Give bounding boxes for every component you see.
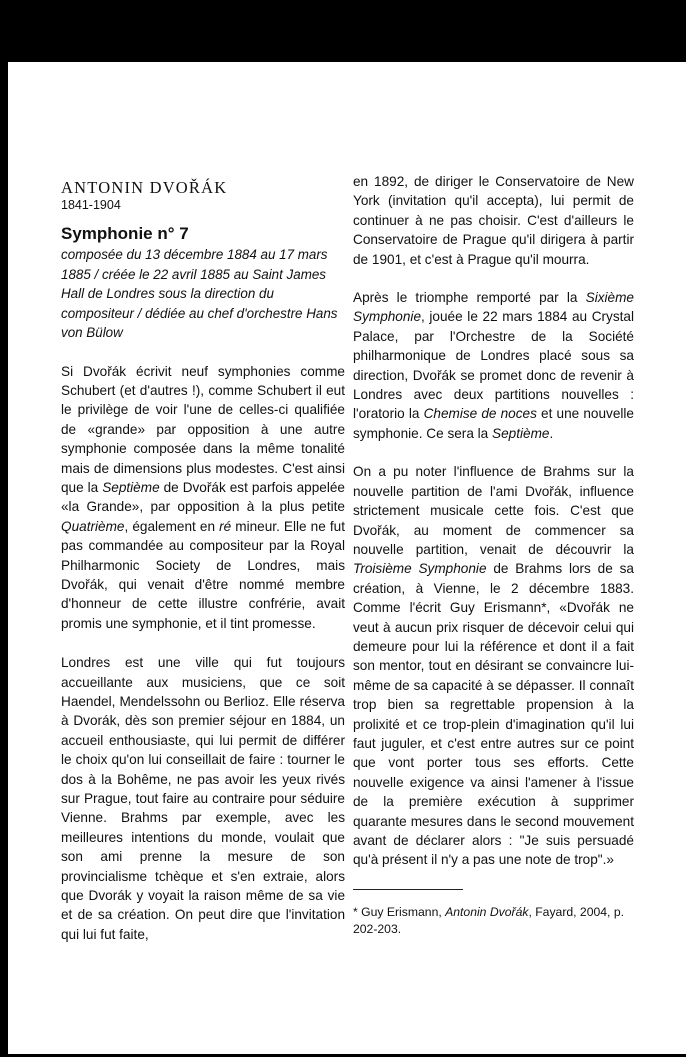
- composer-dates: 1841-1904: [61, 198, 121, 212]
- left-paragraph-2: Londres est une ville qui fut toujours accueillante aux musiciens, que ce soit Haendel, Mendelssohn ou Berlioz. Elle réserva à Dvorák, dès son premier séjour en 1884, un accueil enthousiaste, qui lui permit de différer le choix qu'on lui conseillait de faire : tourner le dos à la Bohême, ne pas avoir les yeux rivés sur Prague, tout faire au contraire pour séduire Vienne. Brahms par exemple, avec les meilleures intentions du monde, voulait que son ami prenne la mesure de son provincialisme tchèque et s'en extraie, alors que Dvorák y voyait la raison même de sa vie et de sa création. On peut dire que l'invitation qui lui fut faite,: [61, 655, 345, 942]
- italic-text-run: Quatrième: [61, 518, 125, 534]
- text-run: Après le triomphe remporté par la: [353, 290, 586, 306]
- text-run: * Guy Erismann,: [353, 904, 446, 919]
- italic-text-run: Chemise de noces: [423, 406, 537, 422]
- left-paragraph-1: [61, 362, 345, 634]
- footnote: [353, 904, 634, 938]
- text-run: On a pu noter l'influence de Brahms sur la nouvelle partition de l'ami Dvořák, influence strictement musicale cette fois. C'est que Dvořák, au moment de commencer sa nouvelle partition, venait de découvrir la: [353, 464, 634, 557]
- right-paragraph-2: [353, 288, 634, 443]
- italic-text-run: ré: [219, 518, 232, 534]
- right-paragraph-1: en 1892, de diriger le Conservatoire de New York (invitation qu'il accepta), lui permit de continuer à ne pas choisir. C'est d'ailleurs le Conservatoire de Prague qu'il dirigera à partir de 1901, et c'est à Prague qu'il mourra.: [353, 174, 634, 267]
- work-notes: composée du 13 décembre 1884 au 17 mars 1885 / créée le 22 avril 1885 au Saint James Hall de Londres sous la direction du compositeur / dédiée au chef d'orchestre Hans von Bülow: [61, 247, 338, 340]
- italic-text-run: Septième: [102, 479, 160, 495]
- footnote-divider: [353, 889, 463, 890]
- italic-text-run: Troisième Symphonie: [353, 561, 487, 577]
- text-run: , Fayard, 2004, p. 202-203.: [353, 904, 624, 936]
- italic-text-run: Antonin Dvořák: [445, 904, 529, 919]
- text-run: mineur. Elle ne fut pas commandée au compositeur par la Royal Philharmonic Society de Londres, mais Dvořák, qui venait d'être nommé membre d'honneur de cette illustre confrérie, avait promis une symphonie, et il tint promesse.: [61, 518, 345, 631]
- italic-text-run: Septième: [492, 425, 550, 441]
- text-run: .: [549, 425, 554, 441]
- document-page: [8, 62, 686, 1054]
- right-column: [353, 172, 634, 938]
- text-run: de Dvořák est parfois appelée «la Grande», par opposition à la plus petite: [61, 479, 345, 515]
- right-paragraph-3: [353, 462, 634, 870]
- italic-text-run: Sixième Symphonie: [353, 290, 634, 325]
- text-run: de Brahms lors de sa création, à Vienne, le 2 décembre 1883. Comme l'écrit Guy Erismann*, «Dvořák ne veut à aucun prix risquer de décevoir celui qui demeure pour lui la référence et dont il a fait son mentor, tout en désirant se convaincre lui-même de sa capacité à se dépasser. Il connaît trop bien sa regrettable propension à la prolixité et ce trop-plein d'imagination qu'il lui faut juguler, et c'est entre autres sur ce point que vont porter tous ses efforts. Cette nouvelle exigence va ainsi l'amener à l'issue de la première exécution à supprimer quarante mesures dans le second mouvement avant de déclarer alors : "Je suis persuadé qu'à présent il n'y a pas une note de trop".»: [353, 561, 634, 868]
- text-run: et une nouvelle symphonie. Ce sera la: [353, 406, 634, 441]
- text-run: , également en: [124, 518, 220, 534]
- left-column: [61, 178, 345, 944]
- work-title: Symphonie n° 7: [61, 224, 189, 243]
- text-run: , jouée le 22 mars 1884 au Crystal Palace, par l'Orchestre de la Société philharmonique de Londres placé sous sa direction, Dvořák se promet donc de revenir à Londres avec deux partitions nouvelles : l'oratorio la: [353, 309, 634, 422]
- composer-name: ANTONIN DVOŘÁK: [61, 178, 228, 197]
- text-run: Si Dvořák écrivit neuf symphonies comme Schubert (et d'autres !), comme Schubert il eut le privilège de voir l'une de celles-ci qualifiée de «grande» par opposition à une autre symphonie composée dans la même tonalité mais de dimensions plus modestes. C'est ainsi que la: [61, 363, 345, 495]
